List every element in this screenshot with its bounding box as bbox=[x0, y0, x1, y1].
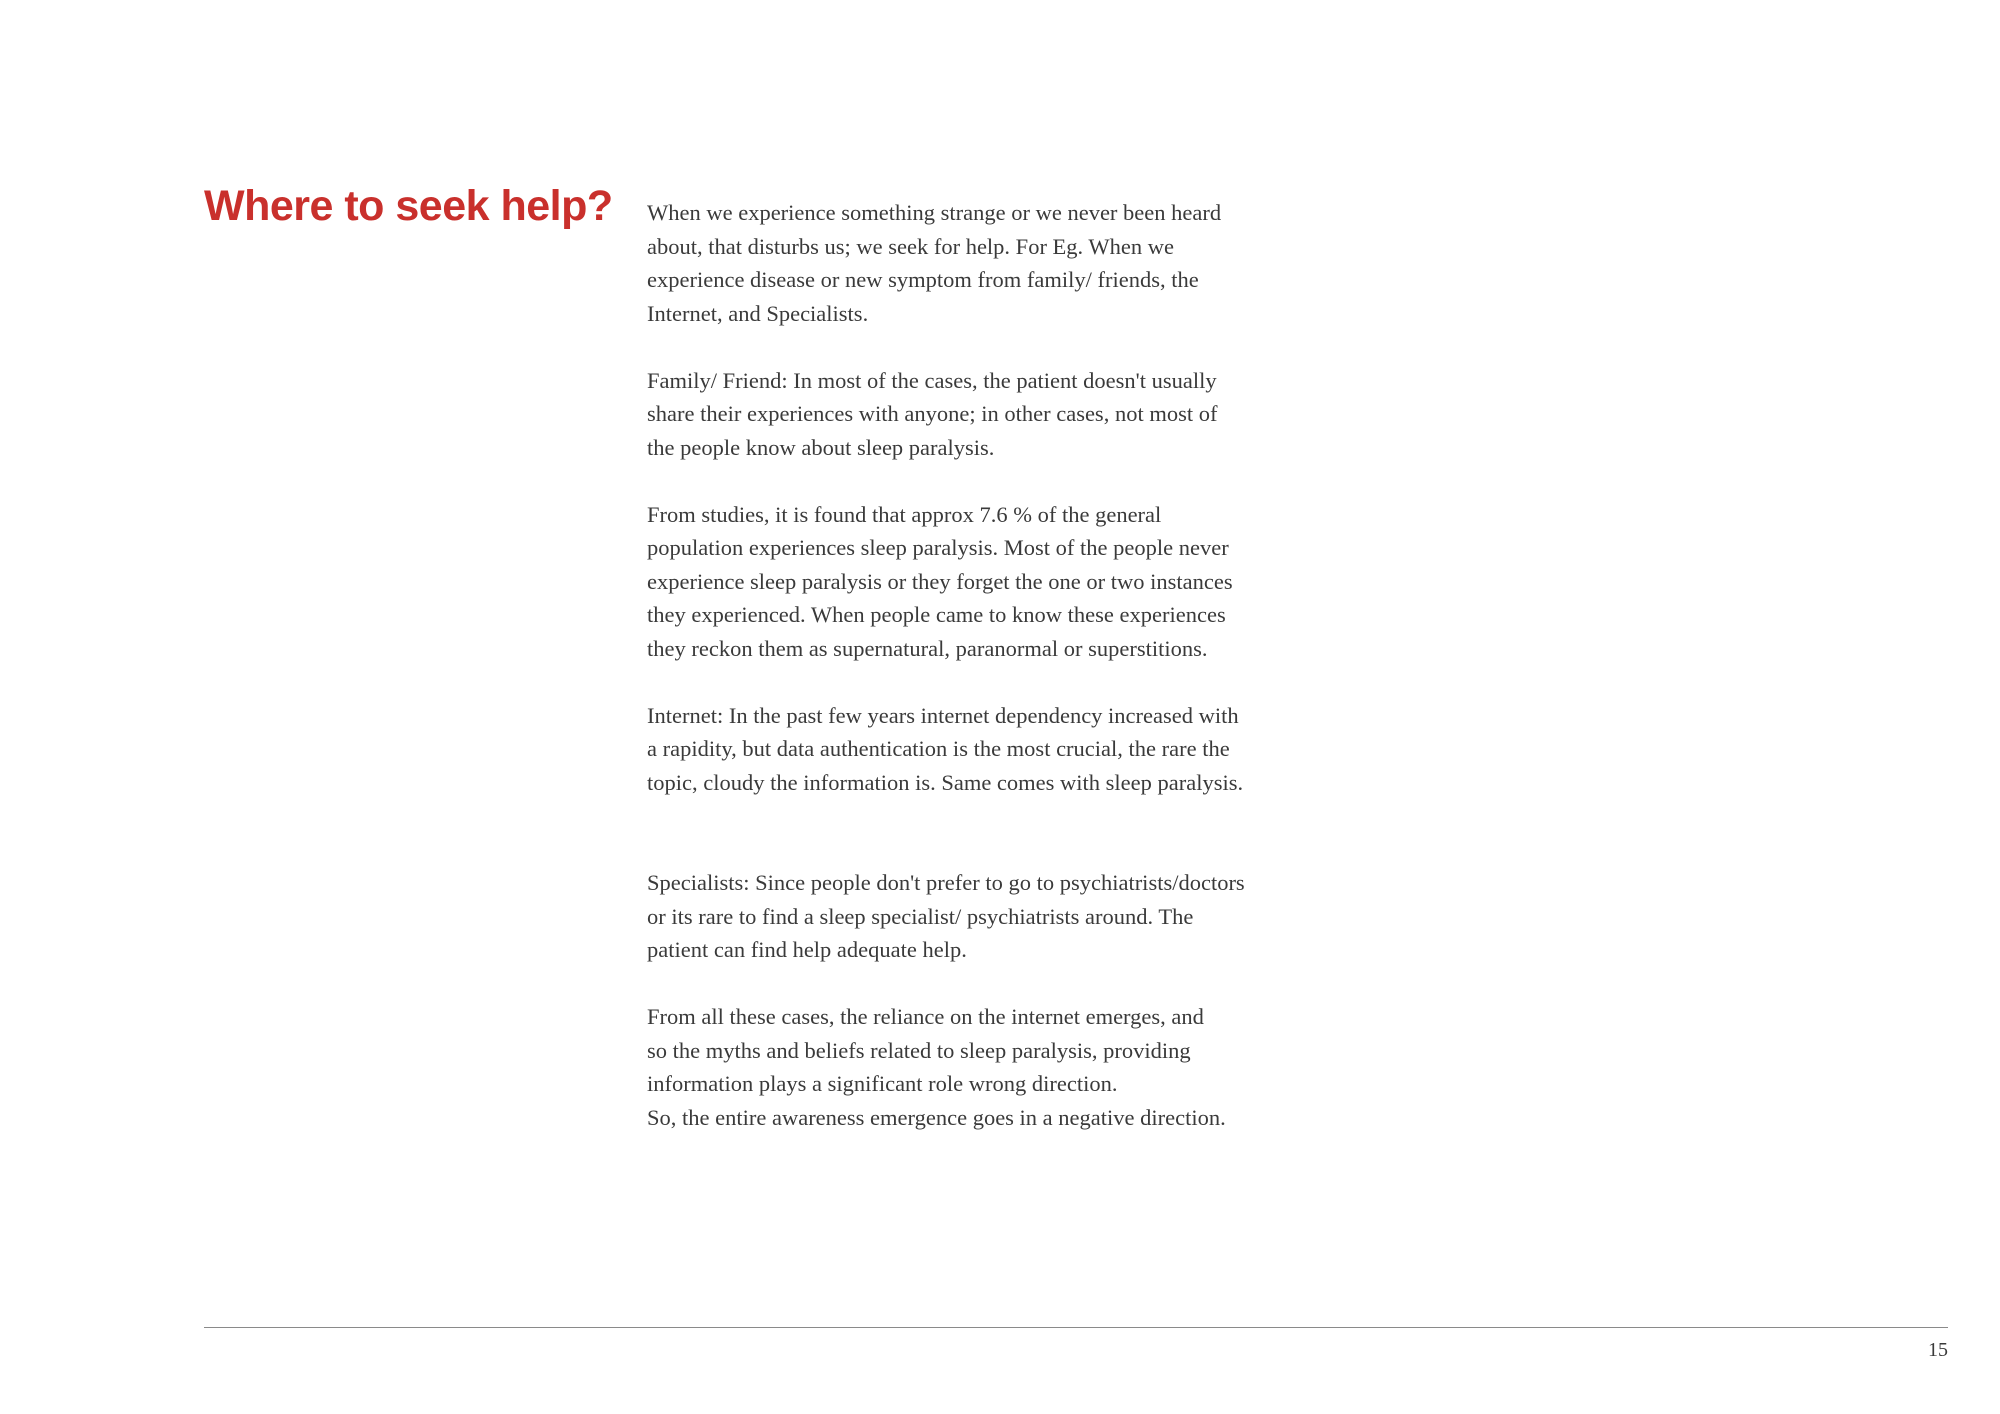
paragraph-family-friend bbox=[647, 364, 1307, 465]
text-line: experience disease or new symptom from family/ friends, the bbox=[647, 267, 1199, 292]
text-line: about, that disturbs us; we seek for help. For Eg. When we bbox=[647, 233, 1174, 259]
body-text bbox=[647, 196, 1307, 1168]
text-line: a rapidity, but data authentication is the most crucial, the rare the bbox=[647, 736, 1230, 761]
text-line: they experienced. When people came to know these experiences bbox=[647, 602, 1226, 627]
text-line: or its rare to find a sleep specialist/ psychiatrists around. The bbox=[647, 903, 1194, 929]
text-line: share their experiences with anyone; in other cases, not most of bbox=[647, 401, 1218, 426]
text-line: Specialists: Since people don't prefer to go to psychiatrists/doctors bbox=[647, 870, 1245, 895]
text-line: Internet: In the past few years internet dependency increased with bbox=[647, 702, 1239, 728]
text-line: the people know about sleep paralysis. bbox=[647, 434, 995, 460]
paragraph-studies bbox=[647, 498, 1307, 666]
footer-divider bbox=[204, 1327, 1948, 1328]
text-line: information plays a significant role wrong direction. bbox=[647, 1071, 1118, 1096]
text-line: topic, cloudy the information is. Same comes with sleep paralysis. bbox=[647, 769, 1244, 795]
text-line: Internet, and Specialists. bbox=[647, 300, 869, 326]
text-line: population experiences sleep paralysis. Most of the people never bbox=[647, 535, 1229, 560]
text-line: From all these cases, the reliance on the internet emerges, and bbox=[647, 1004, 1204, 1029]
paragraph-internet bbox=[647, 699, 1307, 800]
page-number: 15 bbox=[1928, 1339, 1948, 1361]
text-line: so the myths and beliefs related to sleep paralysis, providing bbox=[647, 1037, 1191, 1063]
text-line: patient can find help adequate help. bbox=[647, 937, 967, 962]
text-line: Family/ Friend: In most of the cases, the patient doesn't usually bbox=[647, 367, 1217, 393]
text-line: experience sleep paralysis or they forget the one or two instances bbox=[647, 568, 1233, 594]
paragraph-conclusion bbox=[647, 1000, 1307, 1134]
paragraph-specialists bbox=[647, 866, 1307, 967]
page-title: Where to seek help? bbox=[204, 182, 613, 230]
text-line: So, the entire awareness emergence goes in a negative direction. bbox=[647, 1104, 1226, 1130]
text-line: From studies, it is found that approx 7.6 % of the general bbox=[647, 501, 1162, 527]
text-line: When we experience something strange or we never been heard bbox=[647, 200, 1222, 225]
text-line: they reckon them as supernatural, paranormal or superstitions. bbox=[647, 635, 1208, 661]
paragraph-intro bbox=[647, 196, 1307, 330]
